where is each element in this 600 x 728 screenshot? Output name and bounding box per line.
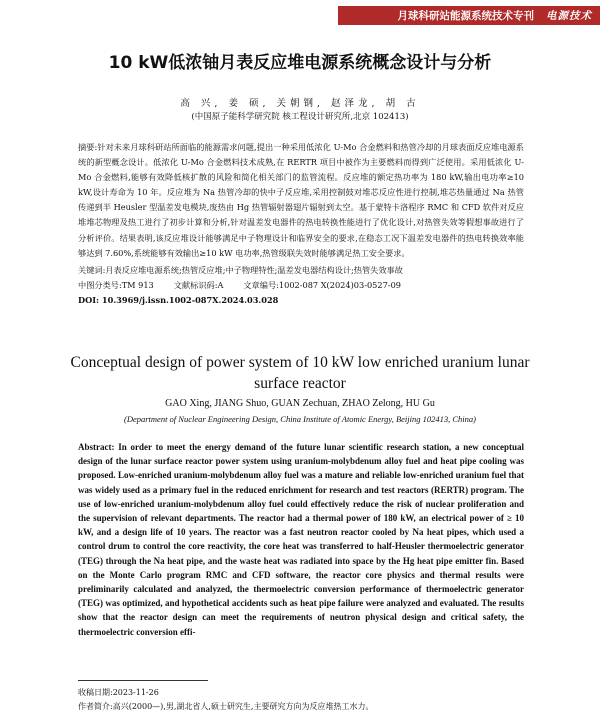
footnotes (78, 686, 524, 714)
chinese-abstract: 摘要:针对未来月球科研站所面临的能源需求问题,提出一种采用低浓化 U-Mo 合金燃料和热管冷却的月球表面反应堆电源系统的新型概念设计。低浓化 U-Mo 合金燃料技术成熟,在 RERTR 项目中被作为主要燃料而得到广泛使用。采用低浓化 U-Mo 合金燃料,能够有效降低核扩散的风险和简化相关部门的监管流程。反应堆的额定热功率为 180 kW,输出电功率≥10 kW,设计寿命为 10 年。反应堆为 Na 热管冷却的快中子反应堆,采用控制鼓对堆芯反应性进行控制,堆芯热量通过 Na 热管传递到半 Heusler 型温差发电模块,废热由 Hg 热管辐射器翅片辐射到太空。基于蒙特卡洛程序 RMC 和 CFD 软件对反应堆堆芯物理及热工进行了初步计算和分析,针对温差发电器件的热电转换性能进行了优化设计,对热管失效等假想事故进行了分析评价。结果表明,该反应堆设计能够满足中子物理设计和临界安全的要求,在稳态工况下温差发电器件的热电转换效率能够达到 7.60%,系统能够有效输出≥10 kW 电功率,热管级联失效时能够满足热工安全要求。 (78, 142, 524, 258)
english-title: Conceptual design of power system of 10 kW low enriched uranium lunar surface reactor (70, 354, 530, 392)
chinese-authors: 高 兴, 姜 硕, 关朝钢, 赵泽龙, 胡 古 (180, 98, 420, 109)
doi: DOI: 10.3969/j.issn.1002-087X.2024.03.028 (78, 294, 279, 305)
article-number: 文章编号:1002-087 X(2024)03-0527-09 (243, 279, 401, 290)
special-issue-title: 月球科研站能源系统技术专刊 (397, 10, 534, 22)
english-abstract: Abstract: In order to meet the energy demand of the future lunar scientific research station, a new conceptual design of the lunar surface reactor power system using uranium-molybdenum alloy fuel and heat pipe cooling was proposed. Low-enriched uranium-molybdenum alloy fuel was a mature and reliable low-enriched uranium fuel that was widely used as a primary fuel in the reduced enrichment for research and test reactors (RERTR) program. The use of low-enriched uranium-molybdenum alloy fuel could effectively reduce the risk of nuclear proliferation and the supervision of relevant departments. The reactor had a thermal power of 180 kW, an electrical power of ≥ 10 kW, and a design life of 10 years. The reactor was a fast neutron reactor cooled by Na heat pipes, which used a control drum to control the core reactivity, the core heat was transferred to half-Heusler thermoelectric generator (TEG) through the Na heat pipe, and the waste heat was radiated into space by the Hg heat pipe emitter fin. Based on the Monte Carlo program RMC and CFD software, the reactor core physics and thermal results were preliminarily calculated and analyzed, the thermoelectric conversion performance of thermoelectric generator (TEG) was optimized, and hypothetical accidents such as heat pipe failure were analyzed and evaluated. The results show that the reactor design can meet the requirements of neutron physical design and critical safety, the thermoelectric conversion effi- (78, 442, 524, 637)
chinese-keywords: 关键词:月表反应堆电源系统;热管反应堆;中子物理特性;温差发电器结构设计;热管失效事故 (78, 264, 403, 275)
classification-line (78, 278, 524, 293)
clc-number: 中图分类号:TM 913 (78, 279, 154, 290)
document-code: 文献标识码:A (173, 279, 224, 290)
chinese-abstract-block (78, 140, 524, 308)
english-authors: GAO Xing, JIANG Shuo, GUAN Zechuan, ZHAO Zelong, HU Gu (165, 398, 435, 409)
journal-name: 电源技术 (546, 10, 592, 22)
footnote-divider (78, 680, 208, 681)
english-affiliation: (Department of Nuclear Engineering Design, China Institute of Atomic Energy, Beijing 102413, China) (124, 414, 476, 424)
chinese-title: 10 kW低浓铀月表反应堆电源系统概念设计与分析 (108, 53, 492, 73)
chinese-affiliation: (中国原子能科学研究院 核工程设计研究所,北京 102413) (191, 112, 409, 122)
journal-header-band (338, 6, 600, 25)
author-bio: 作者简介:高兴(2000—),男,湖北省人,硕士研究生,主要研究方向为反应堆热工水力。 (78, 702, 374, 711)
received-date: 收稿日期:2023-11-26 (78, 688, 159, 697)
